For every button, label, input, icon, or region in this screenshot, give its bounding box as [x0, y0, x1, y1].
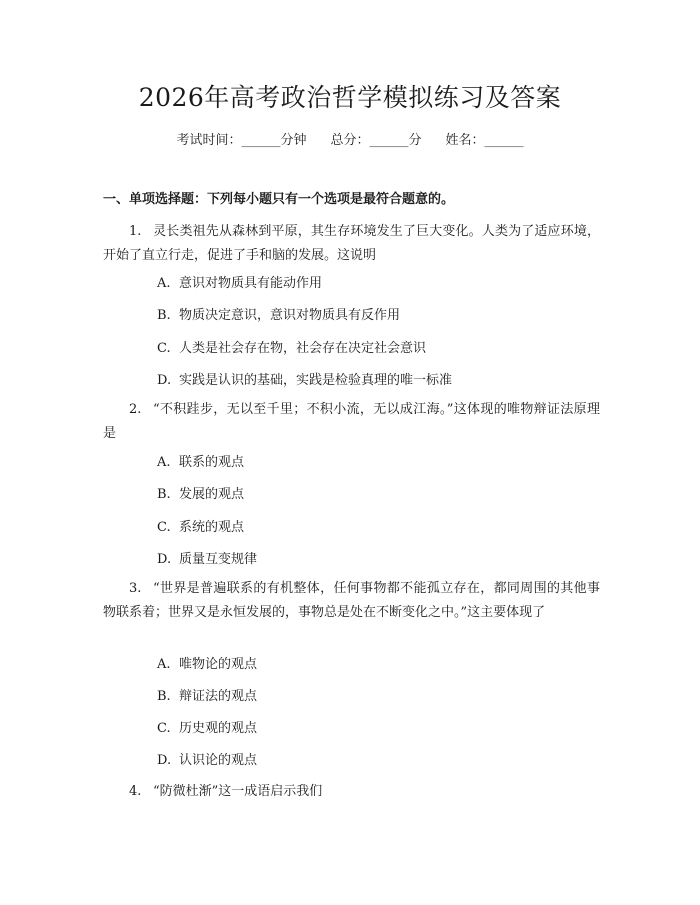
total-score-label: 总分：______分 — [330, 133, 422, 148]
exam-time-label: 考试时间：______分钟 — [176, 133, 307, 148]
question-number: 4. — [129, 784, 142, 799]
option-letter: D. — [157, 373, 172, 388]
question-number: 3. — [129, 581, 142, 596]
option-text: 唯物论的观点 — [179, 657, 258, 672]
option-text: 发展的观点 — [179, 487, 245, 502]
question-2-option-d — [157, 550, 597, 570]
option-text: 物质决定意识，意识对物质具有反作用 — [179, 308, 401, 323]
option-text: 人类是社会存在物，社会存在决定社会意识 — [179, 341, 427, 356]
question-number: 2. — [129, 402, 142, 417]
question-number: 1. — [129, 224, 142, 239]
option-letter: C. — [157, 341, 171, 356]
option-text: 辩证法的观点 — [179, 689, 258, 704]
question-3-option-d — [157, 751, 597, 771]
question-2-option-b — [157, 485, 597, 505]
question-3 — [103, 577, 600, 625]
question-3-option-b — [157, 687, 597, 707]
student-name-label: 姓名：______ — [445, 133, 524, 148]
option-letter: C. — [157, 520, 171, 535]
option-text: 质量互变规律 — [179, 552, 258, 567]
document-title: 2026年高考政治哲学模拟练习及答案 — [138, 83, 562, 112]
option-letter: A. — [157, 657, 171, 672]
option-text: 实践是认识的基础，实践是检验真理的唯一标准 — [179, 373, 453, 388]
section-heading: 一、单项选择题：下列每小题只有一个选项是最符合题意的。 — [103, 192, 455, 207]
option-letter: B. — [157, 308, 171, 323]
question-1-option-b — [157, 306, 597, 326]
question-2 — [103, 398, 600, 446]
question-1 — [103, 220, 600, 268]
question-text: “世界是普遍联系的有机整体，任何事物都不能孤立存在，都同周围的其他事物联系着；世界又是永恒发展的，事物总是处在不断变化之中。”这主要体现了 — [103, 581, 600, 620]
option-text: 历史观的观点 — [179, 721, 258, 736]
question-text: 灵长类祖先从森林到平原，其生存环境发生了巨大变化。人类为了适应环境，开始了直立行走，促进了手和脑的发展。这说明 — [103, 224, 600, 263]
question-1-option-c — [157, 339, 597, 359]
option-text: 认识论的观点 — [179, 753, 258, 768]
option-letter: D. — [157, 753, 172, 768]
question-1-option-d — [157, 371, 597, 391]
question-text: “不积跬步，无以至千里；不积小流，无以成江海。”这体现的唯物辩证法原理是 — [103, 402, 600, 441]
question-1-option-a — [157, 274, 597, 294]
option-letter: B. — [157, 689, 171, 704]
option-letter: A. — [157, 455, 171, 470]
option-letter: B. — [157, 487, 171, 502]
option-text: 联系的观点 — [179, 455, 245, 470]
option-letter: A. — [157, 276, 171, 291]
question-2-option-a — [157, 453, 597, 473]
question-3-option-c — [157, 719, 597, 739]
question-text: “防微杜渐”这一成语启示我们 — [153, 784, 323, 799]
option-text: 意识对物质具有能动作用 — [179, 276, 323, 291]
option-letter: D. — [157, 552, 172, 567]
question-4 — [103, 780, 600, 804]
exam-meta-line — [0, 131, 700, 151]
question-3-option-a — [157, 655, 597, 675]
option-letter: C. — [157, 721, 171, 736]
option-text: 系统的观点 — [179, 520, 245, 535]
question-2-option-c — [157, 518, 597, 538]
